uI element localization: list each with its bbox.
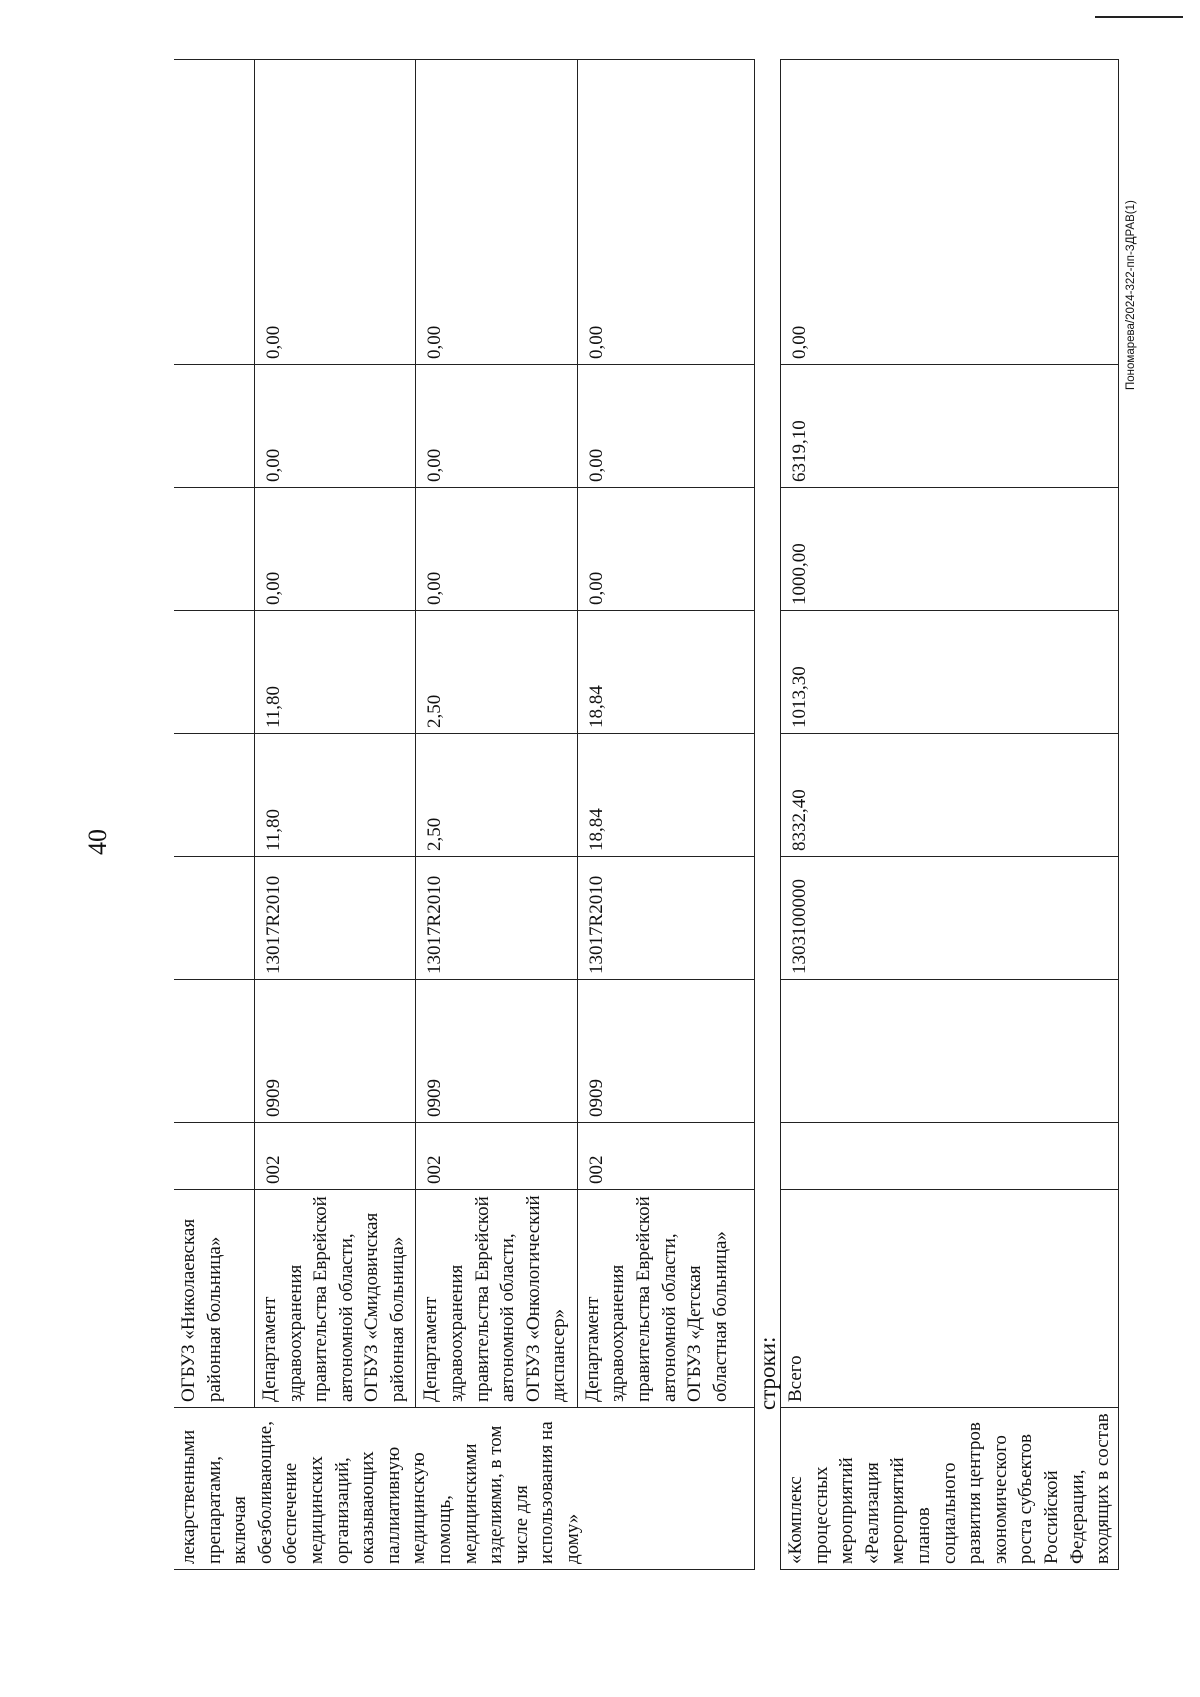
top-rule: [1095, 16, 1183, 18]
rotated-page: [174, 60, 1114, 1570]
year-2024-cell: 2,50: [416, 610, 577, 733]
year-2027-cell: [174, 364, 254, 487]
csr-cell: 1303100000: [781, 857, 1119, 980]
year-2025-cell: 0,00: [254, 487, 415, 610]
total-cell: 8332,40: [781, 734, 1119, 857]
executor-cell: Департамент здравоохранения правительства Еврейской автономной области, ОГБУЗ «Детская областная больница»: [577, 1189, 754, 1407]
year-2025-cell: 0,00: [577, 487, 754, 610]
year-2025-cell: 0,00: [416, 487, 577, 610]
executor-cell: ОГБУЗ «Николаевская районная больница»: [174, 1189, 254, 1407]
csr-cell: [174, 979, 254, 1122]
budget-table-top: [174, 59, 755, 1570]
rzpr-cell: 0909: [254, 979, 415, 1122]
year-2025-cell: [174, 610, 254, 733]
year-2027-cell: 0,00: [416, 59, 577, 364]
rzpr-cell: [781, 980, 1119, 1123]
rzpr-cell: [174, 1122, 254, 1189]
year-2024-cell: 18,84: [577, 610, 754, 733]
table-row-continuation: [174, 59, 254, 1569]
csr-cell: 13017R2010: [416, 856, 577, 979]
csr-cell: 13017R2010: [254, 856, 415, 979]
executor-cell: Департамент здравоохранения правительства Еврейской автономной области, ОГБУЗ «Смидовичская районная больница»: [254, 1189, 415, 1407]
year-2028-cell: [174, 59, 254, 364]
rzpr-cell: 0909: [416, 979, 577, 1122]
footer-code: Пономарева/2024-322-пп-ЗДРАВ(1): [1125, 200, 1137, 390]
program-name-cell: «Комплекс процессных мероприятий «Реализация мероприятий планов социального развития центров экономического роста субъектов Российской Федерации, входящих в состав: [781, 1408, 1119, 1570]
grbs-cell: 002: [416, 1122, 577, 1189]
csr-cell: 13017R2010: [577, 856, 754, 979]
total-cell: 18,84: [577, 733, 754, 856]
rzpr-cell: 0909: [577, 979, 754, 1122]
year-2024-cell: 1013,30: [781, 611, 1119, 734]
year-2026-cell: 0,00: [577, 364, 754, 487]
table-row: [416, 59, 577, 1569]
total-cell: [174, 856, 254, 979]
year-2026-cell: 0,00: [416, 364, 577, 487]
executor-cell: Департамент здравоохранения правительства Еврейской автономной области, ОГБУЗ «Онкологический диспансер»: [416, 1189, 577, 1407]
program-name-cell: лекарственными препаратами, включая обезболивающие, обеспечение медицинских организаций, оказывающих паллиативную медицинскую помощь, медицинскими изделиями, в том числе для использования на дому»: [174, 1408, 755, 1570]
year-2024-cell: [174, 733, 254, 856]
rows-caption: строки:: [755, 1336, 780, 1410]
grbs-cell: 002: [254, 1122, 415, 1189]
year-2024-cell: 11,80: [254, 610, 415, 733]
page-number: 40: [83, 829, 112, 855]
year-2026-cell: [174, 487, 254, 610]
year-2027-cell: 0,00: [254, 59, 415, 364]
table-row: [781, 60, 1119, 1570]
table-row: [254, 59, 415, 1569]
grbs-cell: 002: [577, 1122, 754, 1189]
year-2025-cell: 1000,00: [781, 488, 1119, 611]
year-2026-cell: 0,00: [254, 364, 415, 487]
grbs-cell: [781, 1123, 1119, 1190]
budget-table-bottom: [780, 59, 1119, 1570]
year-2026-cell: 6319,10: [781, 365, 1119, 488]
total-cell: 2,50: [416, 733, 577, 856]
table-row: [577, 59, 754, 1569]
year-2027-cell: 0,00: [577, 59, 754, 364]
total-cell: 11,80: [254, 733, 415, 856]
year-2027-cell: 0,00: [781, 60, 1119, 365]
executor-cell: Всего: [781, 1190, 1119, 1408]
